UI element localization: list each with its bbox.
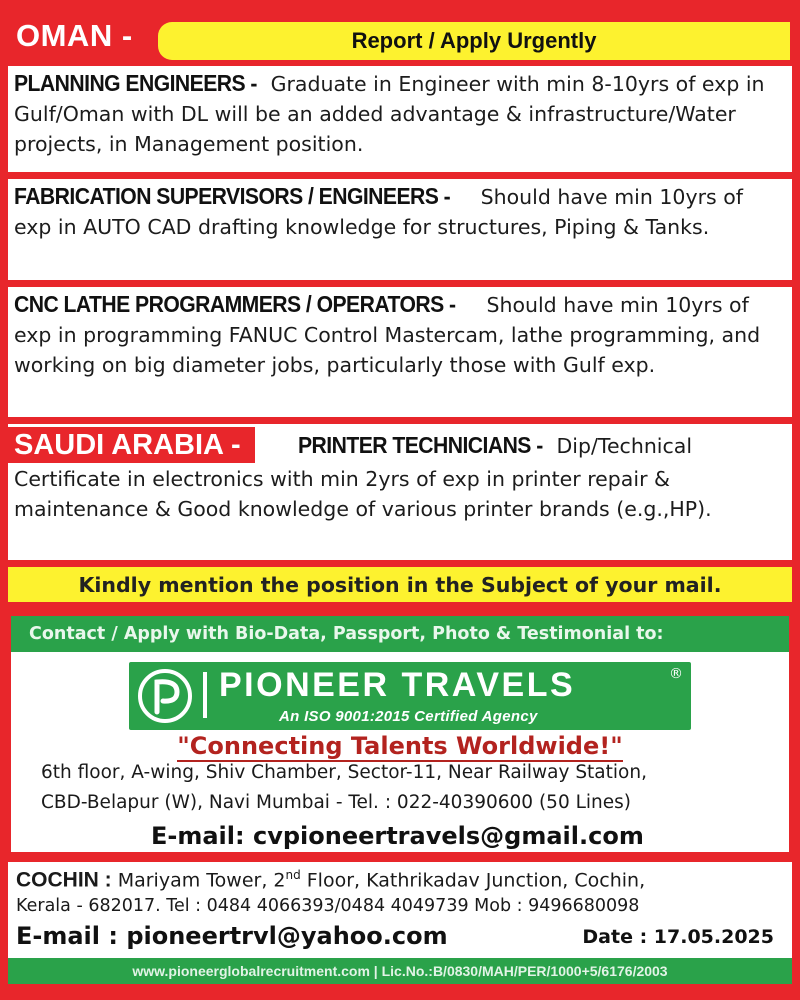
cochin-address-line-2: Kerala - 682017. Tel : 0484 4066393/0484 4049739 Mob : 9496680098 (16, 896, 640, 916)
pioneer-logo-icon (137, 668, 193, 724)
job-description: Certificate in electronics with min 2yrs of exp in printer repair & maintenance & Good knowledge of various printer brands (e.g.,HP). (14, 467, 712, 521)
footer-website-license[interactable]: www.pioneerglobalrecruitment.com | Lic.No.:B/0830/MAH/PER/1000+5/6176/2003 (8, 958, 792, 984)
cochin-address-line-1 (16, 868, 645, 892)
address-line-1: 6th floor, A-wing, Shiv Chamber, Sector-11, Near Railway Station, (41, 762, 647, 783)
company-name: PIONEER TRAVELS (219, 666, 576, 704)
job-description-start: Dip/Technical (556, 434, 693, 458)
job-description: Should have min 10yrs of exp in AUTO CAD drafting knowledge for structures, Piping & Tanks. (14, 185, 743, 239)
cochin-label: COCHIN : (16, 868, 112, 892)
contact-email[interactable]: E-mail: cvpioneertravels@gmail.com (151, 822, 644, 850)
urgent-banner: Report / Apply Urgently (158, 22, 790, 60)
job-title: PRINTER TECHNICIANS - (298, 432, 543, 458)
job-title: CNC LATHE PROGRAMMERS / OPERATORS - (14, 291, 456, 317)
cochin-office (8, 862, 792, 958)
address-line-2: CBD-Belapur (W), Navi Mumbai - Tel. : 022-40390600 (50 Lines) (41, 792, 632, 813)
country-heading-saudi-arabia: SAUDI ARABIA - (8, 427, 255, 463)
cochin-address-part: Mariyam Tower, 2 (111, 869, 286, 892)
logo-divider (203, 672, 207, 718)
contact-section (8, 613, 792, 855)
job-description: Should have min 10yrs of exp in programming FANUC Control Mastercam, lathe programming, and working on big diameter jobs, particularly those with Gulf exp. (14, 293, 761, 377)
job-card-cnc-lathe (8, 287, 792, 417)
tagline (11, 732, 789, 760)
job-title: PLANNING ENGINEERS - (14, 70, 257, 96)
tagline-text: "Connecting Talents Worldwide!" (177, 732, 623, 760)
job-description: Graduate in Engineer with min 8-10yrs of exp in Gulf/Oman with DL will be an added advantage & infrastructure/Water projects, in Management position. (14, 72, 765, 156)
ordinal-suffix: nd (285, 868, 301, 882)
cochin-email[interactable]: E-mail : pioneertrvl@yahoo.com (16, 922, 448, 950)
registered-mark: ® (669, 666, 683, 682)
subject-notice: Kindly mention the position in the Subject of your mail. (8, 567, 792, 602)
job-card-fabrication (8, 179, 792, 280)
iso-certification: An ISO 9001:2015 Certified Agency (279, 708, 538, 725)
company-logo (129, 662, 691, 730)
cochin-address-part: Floor, Kathrikadav Junction, Cochin, (300, 869, 646, 892)
country-heading-oman: OMAN - (16, 18, 133, 53)
contact-heading: Contact / Apply with Bio-Data, Passport, Photo & Testimonial to: (11, 616, 789, 652)
header-row (8, 10, 792, 62)
posting-date: Date : 17.05.2025 (582, 926, 774, 948)
job-card-planning-engineers (8, 66, 792, 172)
job-title: FABRICATION SUPERVISORS / ENGINEERS - (14, 183, 451, 209)
